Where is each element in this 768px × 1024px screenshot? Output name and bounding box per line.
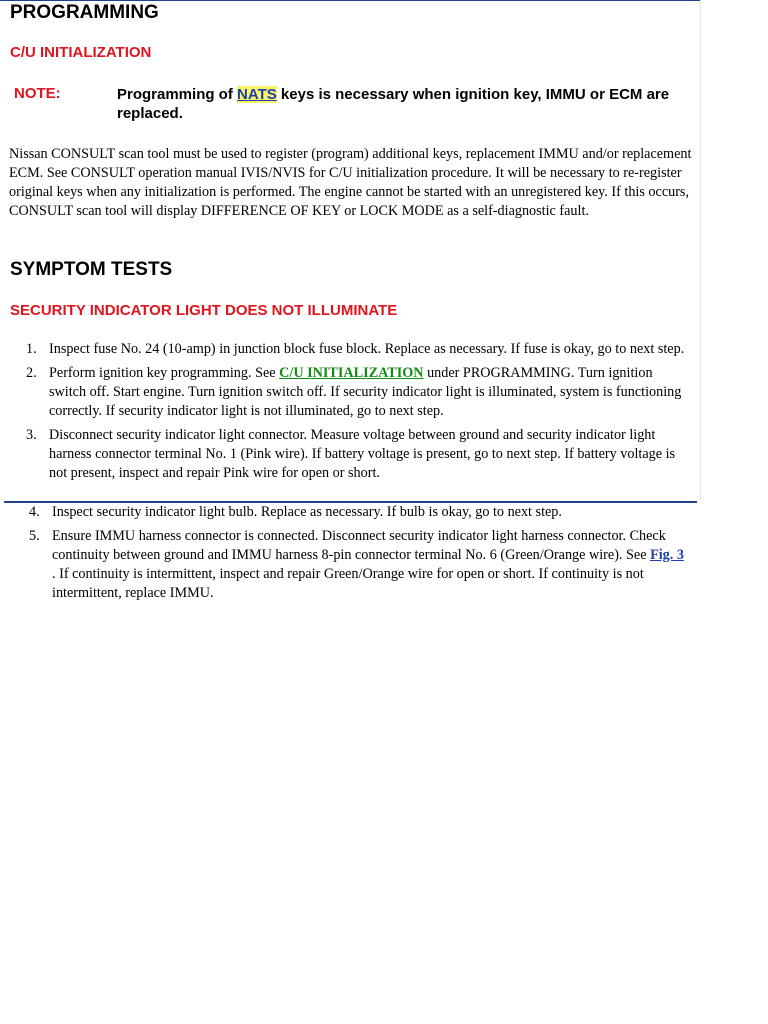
- step-text-post: under PROGRAMMING. Turn ignition switch off. Start engine. Turn ignition switch off. If security indicator light is illuminated, system is functioning correctly. If security indicator light is not illuminated, go to next step.: [49, 365, 682, 419]
- step-number: 3.: [26, 427, 37, 443]
- cu-initialization-heading: C/U INITIALIZATION: [10, 44, 152, 61]
- note-text: [117, 85, 692, 123]
- list-item: [26, 426, 692, 483]
- symptom-tests-title: SYMPTOM TESTS: [10, 259, 173, 280]
- note-text-pre: Programming of: [117, 86, 238, 103]
- step-number: 1.: [26, 341, 37, 357]
- programming-title: PROGRAMMING: [10, 2, 159, 23]
- note-label: NOTE:: [14, 85, 61, 102]
- step-text: Inspect fuse No. 24 (10-amp) in junction block fuse block. Replace as necessary. If fuse is okay, go to next step.: [49, 341, 685, 357]
- top-rule: [0, 0, 700, 1]
- step-number: 2.: [26, 365, 37, 381]
- cu-initialization-link[interactable]: C/U INITIALIZATION: [279, 365, 424, 381]
- list-item: [29, 503, 689, 522]
- nats-link[interactable]: NATS: [237, 86, 277, 103]
- step-text: Disconnect security indicator light connector. Measure voltage between ground and security indicator light harness connector terminal No. 1 (Pink wire). If battery voltage is present, go to next step. If battery voltage is not present, inspect and repair Pink wire for open or short.: [49, 427, 676, 481]
- steps-list-part-1: [26, 340, 692, 488]
- list-item: [29, 527, 689, 603]
- consult-paragraph: Nissan CONSULT scan tool must be used to register (program) additional keys, replacement IMMU and/or replacement ECM. See CONSULT operation manual IVIS/NVIS for C/U initialization procedure. It will be necessary to re-register original keys when any initialization is performed. The engine cannot be started with an unregistered key. If this occurs, CONSULT scan tool will display DIFFERENCE OF KEY or LOCK MODE as a self-diagnostic fault.: [9, 146, 692, 219]
- step-number: 4.: [29, 504, 40, 520]
- step-text-pre: Perform ignition key programming. See: [49, 365, 280, 381]
- list-item: [26, 340, 692, 359]
- step-text: [49, 364, 692, 421]
- steps-list-part-2: [29, 503, 689, 608]
- step-text-pre: Ensure IMMU harness connector is connected. Disconnect security indicator light harness connector. Check continuity between ground and IMMU harness 8-pin connector terminal No. 6 (Green/Orange wire). See: [52, 528, 666, 563]
- side-rule: [700, 0, 701, 500]
- note-text-post: keys is necessary when ignition key, IMMU or ECM are replaced.: [117, 86, 670, 122]
- step-number: 5.: [29, 528, 40, 544]
- step-text: Inspect security indicator light bulb. Replace as necessary. If bulb is okay, go to next step.: [52, 504, 562, 520]
- list-item: [26, 364, 692, 421]
- fig-3-link[interactable]: Fig. 3: [650, 547, 684, 563]
- step-text-post: . If continuity is intermittent, inspect and repair Green/Orange wire for open or short. If continuity is not intermittent, replace IMMU.: [52, 566, 644, 601]
- step-text: [52, 527, 689, 603]
- security-indicator-heading: SECURITY INDICATOR LIGHT DOES NOT ILLUMINATE: [10, 302, 398, 319]
